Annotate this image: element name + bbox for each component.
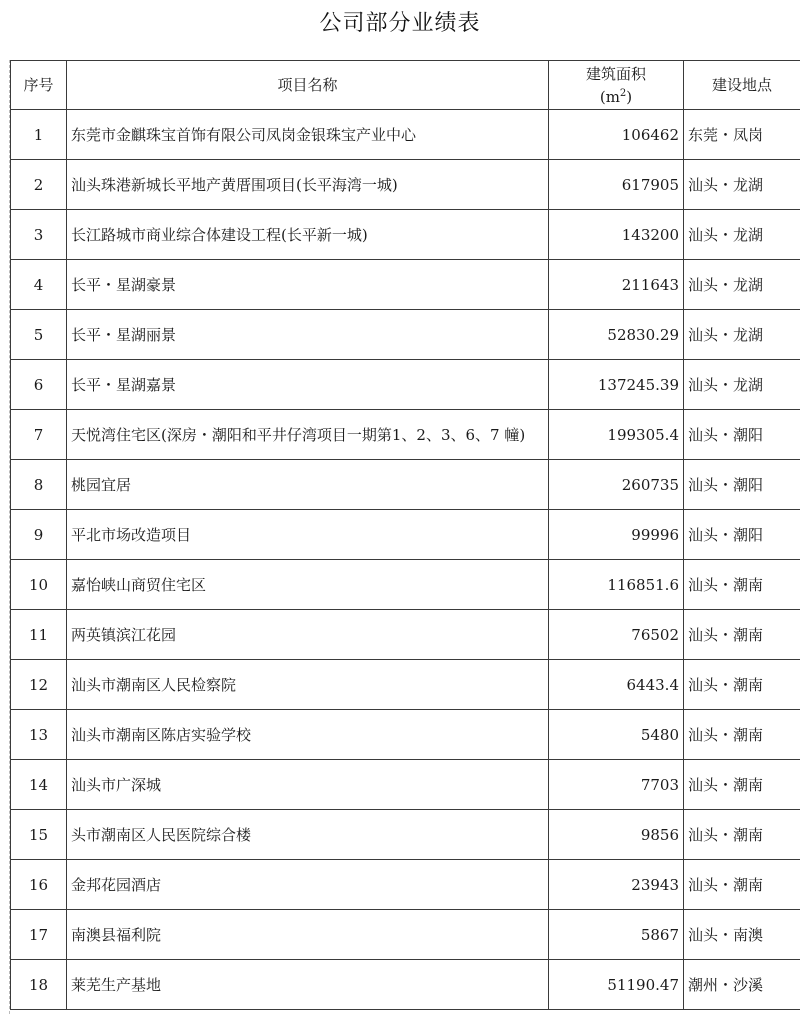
table-row (11, 560, 800, 610)
cell-project-name: 长江路城市商业综合体建设工程(长平新一城) (67, 210, 549, 260)
header-name: 项目名称 (67, 61, 549, 110)
cell-project-name: 莱芜生产基地 (67, 960, 549, 1010)
table-row (11, 660, 800, 710)
cell-area: 143200 (549, 210, 684, 260)
cell-area: 211643 (549, 260, 684, 310)
cell-location: 汕头・龙湖 (684, 260, 800, 310)
cell-no: 17 (11, 910, 67, 960)
cell-no: 10 (11, 560, 67, 610)
cell-area: 106462 (549, 110, 684, 160)
left-margin-guide (0, 60, 10, 1014)
cell-no: 16 (11, 860, 67, 910)
cell-project-name: 东莞市金麒珠宝首饰有限公司凤岗金银珠宝产业中心 (67, 110, 549, 160)
table-row (11, 610, 800, 660)
cell-no: 4 (11, 260, 67, 310)
cell-no: 1 (11, 110, 67, 160)
table-row (11, 360, 800, 410)
header-location: 建设地点 (684, 61, 800, 110)
cell-no: 18 (11, 960, 67, 1010)
cell-area: 199305.4 (549, 410, 684, 460)
cell-area: 99996 (549, 510, 684, 560)
cell-location: 汕头・潮南 (684, 860, 800, 910)
table-body (11, 110, 800, 1010)
cell-project-name: 长平・星湖豪景 (67, 260, 549, 310)
table-row (11, 760, 800, 810)
table-row (11, 260, 800, 310)
cell-area: 9856 (549, 810, 684, 860)
cell-area: 617905 (549, 160, 684, 210)
cell-location: 汕头・潮南 (684, 760, 800, 810)
cell-project-name: 南澳县福利院 (67, 910, 549, 960)
table-row (11, 710, 800, 760)
cell-project-name: 平北市场改造项目 (67, 510, 549, 560)
cell-location: 汕头・龙湖 (684, 360, 800, 410)
page-title: 公司部分业绩表 (319, 11, 481, 36)
table-row (11, 210, 800, 260)
cell-area: 7703 (549, 760, 684, 810)
cell-area: 76502 (549, 610, 684, 660)
cell-no: 11 (11, 610, 67, 660)
cell-location: 潮州・沙溪 (684, 960, 800, 1010)
cell-location: 汕头・龙湖 (684, 310, 800, 360)
cell-location: 汕头・龙湖 (684, 210, 800, 260)
cell-location: 汕头・潮南 (684, 560, 800, 610)
cell-location: 汕头・潮南 (684, 610, 800, 660)
header-area-label: 建筑面积 (585, 64, 646, 83)
header-area-unit-base: (m (599, 87, 620, 106)
cell-no: 8 (11, 460, 67, 510)
header-no: 序号 (11, 61, 67, 110)
cell-project-name: 桃园宜居 (67, 460, 549, 510)
header-area-unit-sup: 2 (619, 87, 627, 99)
cell-project-name: 金邦花园酒店 (67, 860, 549, 910)
cell-location: 汕头・潮阳 (684, 460, 800, 510)
cell-area: 51190.47 (549, 960, 684, 1010)
cell-location: 汕头・龙湖 (684, 160, 800, 210)
cell-location: 汕头・南澳 (684, 910, 800, 960)
table-row (11, 110, 800, 160)
cell-no: 12 (11, 660, 67, 710)
table-row (11, 960, 800, 1010)
table-row (11, 160, 800, 210)
cell-area: 116851.6 (549, 560, 684, 610)
cell-project-name: 嘉怡峡山商贸住宅区 (67, 560, 549, 610)
cell-project-name: 汕头市广深城 (67, 760, 549, 810)
cell-area: 23943 (549, 860, 684, 910)
cell-location: 汕头・潮南 (684, 710, 800, 760)
cell-no: 9 (11, 510, 67, 560)
cell-area: 137245.39 (549, 360, 684, 410)
table-row (11, 410, 800, 460)
table-row (11, 810, 800, 860)
cell-no: 7 (11, 410, 67, 460)
cell-no: 15 (11, 810, 67, 860)
cell-area: 5867 (549, 910, 684, 960)
cell-project-name: 头市潮南区人民医院综合楼 (67, 810, 549, 860)
header-area (549, 61, 684, 110)
cell-area: 5480 (549, 710, 684, 760)
cell-area: 6443.4 (549, 660, 684, 710)
cell-project-name: 汕头市潮南区陈店实验学校 (67, 710, 549, 760)
cell-no: 3 (11, 210, 67, 260)
table-row (11, 860, 800, 910)
cell-area: 52830.29 (549, 310, 684, 360)
cell-no: 6 (11, 360, 67, 410)
cell-project-name: 长平・星湖丽景 (67, 310, 549, 360)
cell-project-name: 汕头珠港新城长平地产黄厝围项目(长平海湾一城) (67, 160, 549, 210)
cell-no: 5 (11, 310, 67, 360)
cell-project-name: 长平・星湖嘉景 (67, 360, 549, 410)
cell-location: 汕头・潮阳 (684, 410, 800, 460)
table-row (11, 510, 800, 560)
cell-no: 14 (11, 760, 67, 810)
cell-no: 13 (11, 710, 67, 760)
header-area-unit (553, 84, 679, 107)
table-row (11, 460, 800, 510)
cell-project-name: 天悦湾住宅区(深房・潮阳和平井仔湾项目一期第1、2、3、6、7 幢) (67, 410, 549, 460)
performance-table (10, 60, 800, 1010)
cell-location: 汕头・潮阳 (684, 510, 800, 560)
table-row (11, 310, 800, 360)
cell-location: 汕头・潮南 (684, 810, 800, 860)
cell-location: 东莞・凤岗 (684, 110, 800, 160)
table-header-row (11, 61, 800, 110)
cell-no: 2 (11, 160, 67, 210)
header-area-unit-close: ) (626, 87, 633, 106)
cell-area: 260735 (549, 460, 684, 510)
table-row (11, 910, 800, 960)
cell-location: 汕头・潮南 (684, 660, 800, 710)
cell-project-name: 汕头市潮南区人民检察院 (67, 660, 549, 710)
cell-project-name: 两英镇滨江花园 (67, 610, 549, 660)
